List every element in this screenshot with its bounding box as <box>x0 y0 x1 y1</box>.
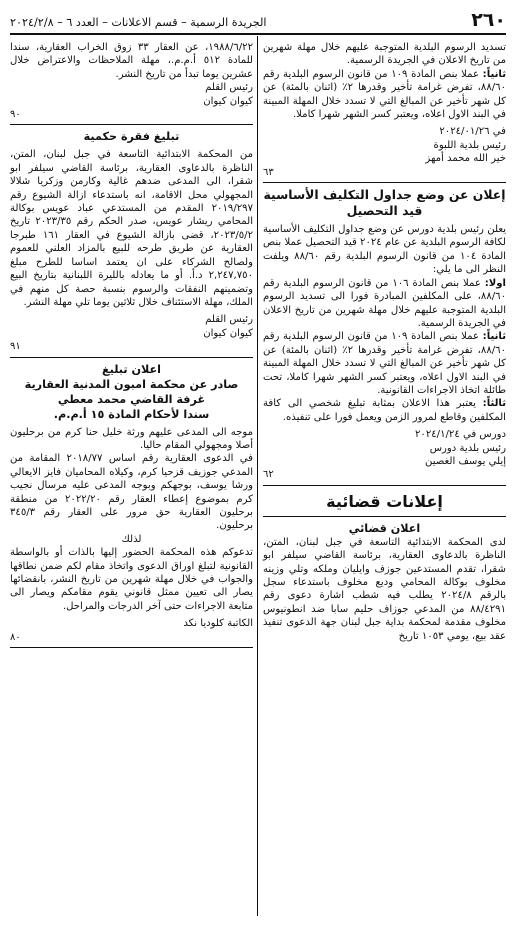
signature-name: كيوان كيوان <box>203 95 253 107</box>
notice-paragraph: في الدعوى العقارية رقم اساس ٢٠١٨/٧٧ المقامة من المدعي جوزيف قزحيا كرم، وكيلاه المحاميان فايز الايعالي ورشا يوسف، بوجهكم وبوجه المدعى عليه مرسال نجيب كرم بموضوع إعطاء العقار رقم ٢٠٢٢/٢٠ من منطقة برحليون العقارية حق مرور على العقار رقم ٣٤٥/٣ برحليون. <box>10 453 253 532</box>
clause-label: اولا: <box>484 277 506 289</box>
clause-first <box>263 277 506 331</box>
notice-heading: اعلان قضائي <box>348 521 421 535</box>
notice-heading-line: غرفة القاضي محمد معطي <box>57 392 206 406</box>
signature-title: رئيس بلدية اللبوة <box>433 139 506 151</box>
columns <box>10 41 506 652</box>
notice-paragraph: لدى المحكمة الابتدائية التاسعة في جبل لبنان، المتن، الناظرة بالدعاوى العقارية، برئاسة القاضي سيلفر ابو شقرا، تقدم المستدعين جوزف وايليان وملكه وتلي وزينه مخلوف بوكالة المحامي وديع مخلوف باستدعاء سجل بالرقم ٢٠٢٤/٨ يطلب فيه شطب اشارة دعوى رقم ٨٨/٤٢٩١ من المدعي جوزاف حليم سابا ضد انطونيوس مخلوف مقدمة لمحكمة بداية جبل لبنان جهة الدعوى تنفيذ عقد بيع، يومي ١٠٥٣ تاريخ <box>263 536 507 642</box>
clause-second <box>263 330 506 397</box>
divider <box>10 357 253 358</box>
column-separator <box>257 36 258 916</box>
notice-connector: لذلك <box>121 533 142 545</box>
continued-text: تسديد الرسوم البلدية المتوجبة عليهم خلال مهلة شهرين من تاريخ الاعلان في الجريدة الرسمية. <box>263 42 506 67</box>
notice-paragraph: من المحكمة الابتدائية التاسعة في جبل لبنان، المتن، الناظرة بالدعاوى العقارية، برئاسة القاضي سيلفر ابو شقرا، الى المدعى ضدهم غالية وكارمن وزكريا شلالا المجهولي محل الاقامة، انه باستدعاء ازالة الشيوع رقم ٢٠١٩/٢٩٧ المقدم من المستدعي عباد عويس بوكالة المحامي ريشار عويس، صدر الحكم رقم ٢٠٢٣/٣٥ تاريخ ٢٠٢٣/٥/٢، قضى بازالة الشيوع في العقار ١٦١ طبرجا العقارية عن طريق طرحه للبيع بالمزاد العلني للعموم ولصالح الشركاء على ان يعتمد اساسا للطرح مبلغ ٢,٢٤٧,٧٥٠ د.أ. أو ما يعادله بالليرة اللبنانية بتاريخ البيع وتضمينهم النفقات والرسوم بنسبة حصة كل منهم في الملك، مهلة الاستئناف خلال ثلاثين يوما تلي مهلة النشر. <box>10 149 253 308</box>
notice-paragraph: موجه الى المدعى عليهم ورثة خليل حنا كرم من برحليون أصلا ومجهولي المقام حاليا. <box>10 426 253 451</box>
page-header <box>10 6 506 35</box>
clause-text: يعتبر هذا الاعلان بمثابة تبليغ شخصي الى كافة المكلفين وقاطع لمرور الزمن ويعمل فورا على تنفيذه. <box>263 398 506 423</box>
notice-heading-line: صادر عن محكمة امبون المدنية العقارية <box>24 377 239 391</box>
notice-heading-line: سندا لأحكام المادة ١٥ أ.م.م. <box>53 407 210 421</box>
section-title: إعلانات قضائية <box>326 491 443 511</box>
page-number: ٢٦٠ <box>471 9 506 31</box>
notice-heading <box>263 187 506 219</box>
signature-name: خير الله محمد أمهز <box>425 153 506 165</box>
divider <box>10 647 253 648</box>
notice-paragraph: يعلن رئيس بلدية دورس عن وضع جداول التكليف الأساسية لكافة الرسوم البلدية عن عام ٢٠٢٤ قيد التحصيل عملا بنص المادة ١٠٤ من قانون الرسوم البلدية رقم ٨٨/٦٠ ويلفت النظر الى ما يلي: <box>263 224 507 276</box>
continued-text: ١٩٨٨/٦/٢٢، عن العقار ٣٣ زوق الخراب العقارية، سندا للمادة ٥١٢ أ.م.م.، مهلة الملاحظات والاعتراض خلال عشرين يوما تبدأ من تاريخ النشر. <box>10 42 253 80</box>
signature-title: رئيس القلم <box>205 314 253 326</box>
clause-text: عملا بنص المادة ١٠٦ من قانون الرسوم البلدية رقم ٨٨/٦٠، على المكلفين المبادرة فورا الى تسديد الرسوم البلدية المتوجبة عليهم خلال مهلة شهرين من تاريخ الاعلان في الجريدة الرسمية. <box>263 277 506 329</box>
clause-text: عملا بنص المادة ١٠٩ من قانون الرسوم البلدية رقم ٨٨/٦٠، تفرض غرامة تأخير وقدرها ٢٪ (اثنان بالمئة) عن كل شهر تأخير عن المبالغ التي لا تسدد خلال المهلة المبينة في البند الاول اعلاه، ويعتبر كسر الشهر شهرا كاملا، تحت طائلة اتخاذ الاجراءات القانونية. <box>263 331 507 396</box>
signature-title: رئيس بلدية دورس <box>429 442 506 454</box>
notice-heading: تبليغ فقرة حكمية <box>83 130 180 144</box>
issue-title: الجريدة الرسمية – قسم الاعلانات – العدد ٦ – ٢٠٢٤/٢/٨ <box>10 16 267 29</box>
notice-heading-line: إعلان عن وضع جداول التكليف الأساسية <box>263 187 506 203</box>
divider <box>263 485 506 486</box>
signature-title: رئيس القلم <box>205 82 253 94</box>
notice-number: ٦٢ <box>263 469 274 481</box>
notice-number: ٦٣ <box>263 166 274 178</box>
clause-third <box>263 397 506 424</box>
divider <box>263 516 506 517</box>
notice-heading-line: اعلان تبليغ <box>102 362 161 376</box>
left-column <box>10 41 253 652</box>
signature-date: دورس في ٢٠٢٤/١/٢٤ <box>415 429 506 441</box>
clause-second <box>263 68 506 122</box>
divider <box>263 182 506 183</box>
notice-number: ٨٠ <box>10 631 21 643</box>
notice-paragraph: تدعوكم هذه المحكمة الحضور إليها بالذات أو بالواسطة القانونية لتبلغ اوراق الدعوى واتخاذ مقام لكم ضمن نطاقها والجواب في خلال مهلة شهرين من تاريخ النشر، بانقضائها يصار الى تعيين ممثل قانوني يقوم مقامكم ويصار الى متابعة الاجراءات حتى آخر الدرجات والمراحل. <box>10 547 253 612</box>
right-column <box>263 41 506 652</box>
clause-label: ثانياً: <box>482 68 506 80</box>
notice-number: ٩١ <box>10 341 21 353</box>
clause-label: ثالثاً: <box>482 398 506 410</box>
signature-name: إيلي يوسف الغصين <box>425 455 506 467</box>
signature-name: الكاتبة كلوديا نكد <box>183 618 253 630</box>
notice-heading-line: قيد التحصيل <box>346 203 423 219</box>
clause-label: ثانياً: <box>482 331 506 343</box>
notice-number: ٩٠ <box>10 109 21 121</box>
divider <box>10 124 253 125</box>
signature-name: كيوان كيوان <box>203 327 253 339</box>
signature-date: في ٢٠٢٤/٠١/٢٦ <box>439 126 506 138</box>
clause-text: عملا بنص المادة ١٠٩ من قانون الرسوم البلدية رقم ٨٨/٦٠، تفرض غرامة تأخير وقدرها ٢٪ (اثنان بالمئة) عن كل شهر تأخير عن المبالغ التي لا تسدد خلال المهلة المبينة في البند الاول اعلاه، ويعتبر كسر الشهر شهرا كاملا. <box>263 68 507 121</box>
